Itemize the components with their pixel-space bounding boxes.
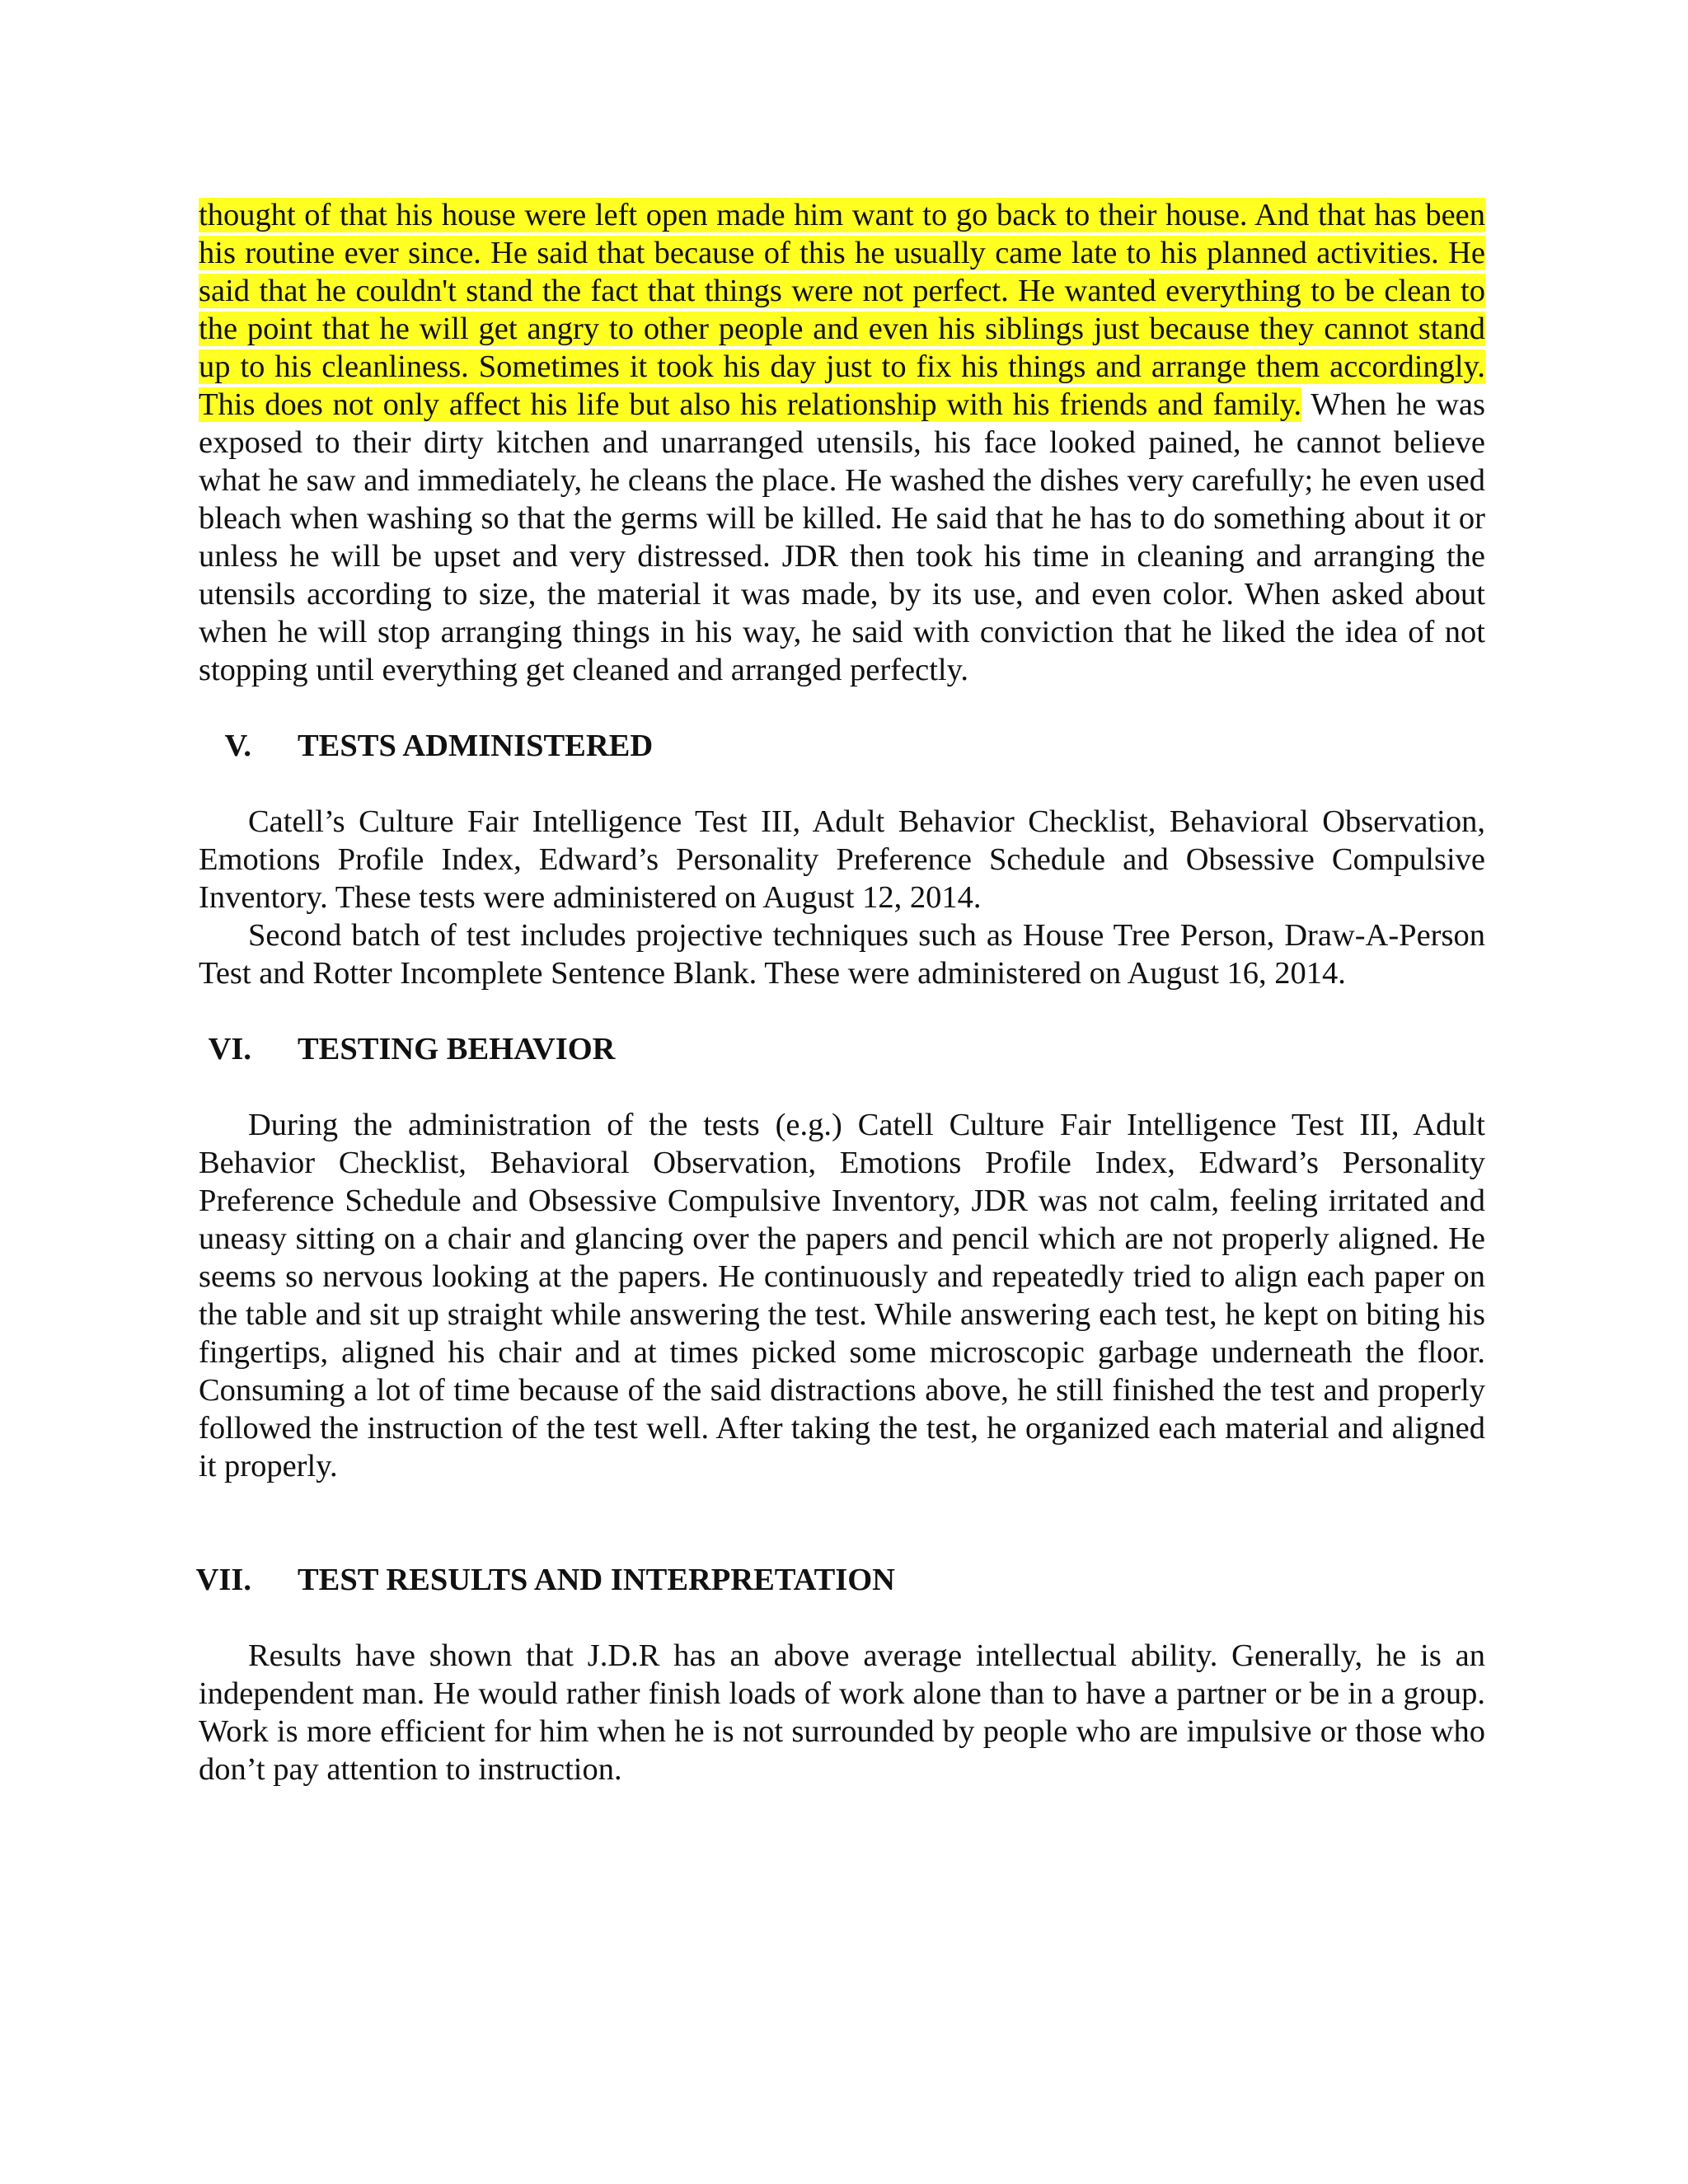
intro-text: When he was exposed to their dirty kitchen and unarranged utensils, his face looked pained, he cannot believe what he saw and immediately, he cleans the place. He washed the dishes very carefully; he even used bleach when washing so that the germs will be killed. He said that he has to do something about it or unless he will be upset and very distressed. JDR then took his time in cleaning and arranging the utensils according to size, the material it was made, by its use, and even color. When asked about when he will stop arranging things in his way, he said with conviction that he liked the idea of not stopping until everything get cleaned and arranged perfectly. — [199, 387, 1485, 687]
page-content — [195, 196, 1485, 1788]
spacer — [199, 992, 1485, 1030]
spacer — [199, 1068, 1485, 1106]
section-number: VII. — [195, 1563, 251, 1597]
behavior-paragraph: During the administration of the tests (e.g.) Catell Culture Fair Intelligence Test III, Adult Behavior Checklist, Behavioral Observation, Emotions Profile Index, Edward’s Personality Preference Schedule and Obsessive Compulsive Inventory, JDR was not calm, feeling irritated and uneasy sitting on a chair and glancing over the papers and pencil which are not properly aligned. He seems so nervous looking at the papers. He continuously and repeatedly tried to align each paper on the table and sit up straight while answering the test. While answering each test, he kept on biting his fingertips, aligned his chair and at times picked some microscopic garbage underneath the floor. Consuming a lot of time because of the said distractions above, he still finished the test and properly followed the instruction of the test well. After taking the test, he organized each material and aligned it properly. — [199, 1108, 1485, 1483]
section-title: TESTS ADMINISTERED — [298, 729, 654, 763]
spacer — [199, 689, 1485, 727]
tests-paragraph-1: Catell’s Culture Fair Intelligence Test III, Adult Behavior Checklist, Behavioral Observation, Emotions Profile Index, Edward’s Personality Preference Schedule and Obsessive Compulsive Inventory. These tests were administered on August 12, 2014. — [199, 804, 1485, 915]
spacer — [199, 765, 1485, 803]
section-number: VI. — [208, 1032, 251, 1066]
section-title: TESTING BEHAVIOR — [298, 1032, 616, 1066]
section-heading-test-results — [195, 1561, 1485, 1599]
tests-paragraph-2: Second batch of test includes projective techniques such as House Tree Person, Draw-A-Person Test and Rotter Incomplete Sentence Blank. These were administered on August 16, 2014. — [199, 918, 1485, 991]
section-heading-tests-administered — [199, 727, 1485, 765]
section-heading-testing-behavior — [199, 1030, 1485, 1068]
section-title: TEST RESULTS AND INTERPRETATION — [298, 1563, 895, 1597]
intro-paragraph — [199, 196, 1485, 689]
results-paragraph: Results have shown that J.D.R has an above average intellectual ability. Generally, he is an independent man. He would rather finish loads of work alone than to have a partner or be in a group. Work is more efficient for him when he is not surrounded by people who are impulsive or those who don’t pay attention to instruction. — [199, 1638, 1485, 1787]
highlighted-text: thought of that his house were left open made him want to go back to their house. And that has been his routine ever since. He said that because of this he usually came late to his planned activities. He said that he couldn't stand the fact that things were not perfect. He wanted everything to be clean to the point that he will get angry to other people and even his siblings just because they cannot stand up to his cleanliness. Sometimes it took his day just to fix his things and arrange them accordingly. This does not only affect his life but also his relationship with his friends and family. — [199, 198, 1485, 422]
section-number: V. — [224, 729, 251, 763]
spacer — [199, 1599, 1485, 1637]
spacer — [199, 1485, 1485, 1561]
